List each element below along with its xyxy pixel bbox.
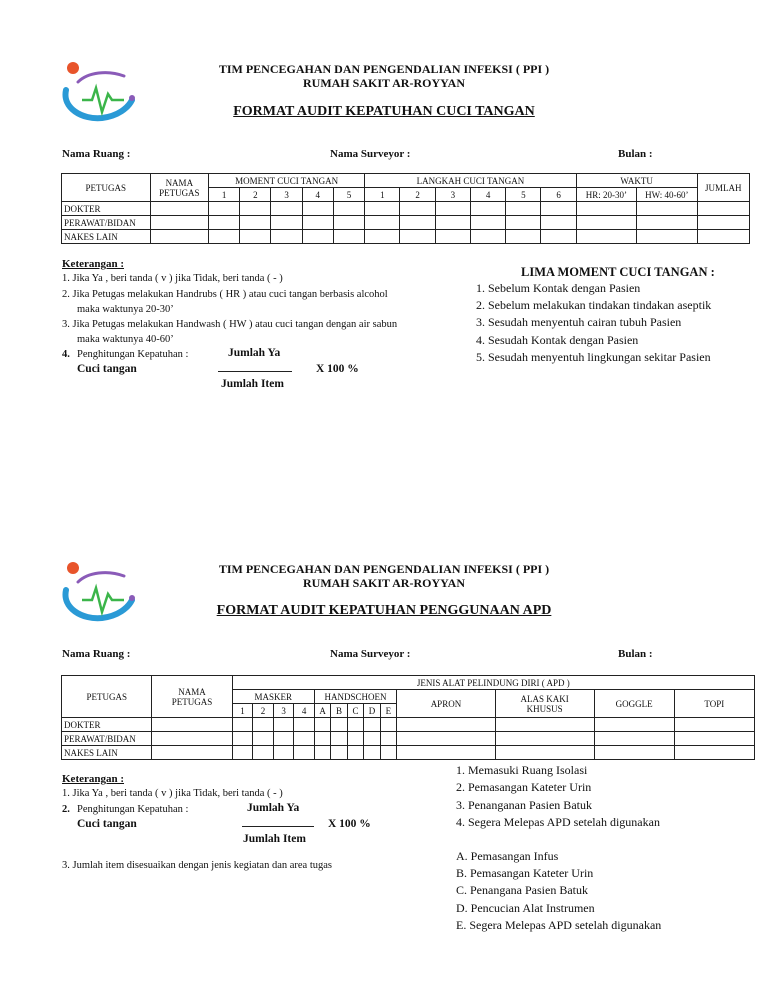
form-title: FORMAT AUDIT KEPATUHAN PENGGUNAAN APD bbox=[216, 603, 552, 618]
langkah-col: 6 bbox=[541, 188, 576, 202]
hand-col: B bbox=[331, 704, 347, 718]
langkah-col: 1 bbox=[365, 188, 400, 202]
list-item: B. Pemasangan Kateter Urin bbox=[456, 866, 594, 880]
row-label: DOKTER bbox=[62, 718, 152, 732]
keterangan-item: Penghitungan Kepatuhan : bbox=[77, 804, 189, 815]
list-item: A. Pemasangan Infus bbox=[456, 849, 559, 863]
header-line-2: RUMAH SAKIT AR-ROYYAN bbox=[302, 76, 466, 90]
nama-petugas-header: NAMA PETUGAS bbox=[150, 174, 208, 202]
masker-col: 4 bbox=[294, 704, 315, 718]
nama-petugas-header: NAMA PETUGAS bbox=[152, 676, 232, 718]
row-label: NAKES LAIN bbox=[62, 230, 151, 244]
header-line-1: TIM PENCEGAHAN DAN PENGENDALIAN INFEKSI ( PPI ) bbox=[218, 562, 550, 576]
formula-multiplier: X 100 % bbox=[328, 818, 371, 830]
moment-col: 1 bbox=[209, 188, 240, 202]
formula-denominator: Jumlah Item bbox=[221, 378, 284, 390]
moment-col: 5 bbox=[333, 188, 364, 202]
handschoen-header: HANDSCHOEN bbox=[314, 690, 396, 704]
list-item: 3. Penanganan Pasien Batuk bbox=[456, 798, 592, 812]
masker-header: MASKER bbox=[232, 690, 314, 704]
list-item: D. Pencucian Alat Instrumen bbox=[456, 901, 595, 915]
apd-header: JENIS ALAT PELINDUNG DIRI ( APD ) bbox=[232, 676, 754, 690]
nama-ruang-label: Nama Ruang : bbox=[62, 148, 131, 160]
topi-header: TOPI bbox=[674, 690, 754, 718]
fraction-line bbox=[218, 371, 292, 372]
header-line-1: TIM PENCEGAHAN DAN PENGENDALIAN INFEKSI ( PPI ) bbox=[218, 62, 550, 76]
hand-col: C bbox=[347, 704, 363, 718]
list-item: C. Penangana Pasien Batuk bbox=[456, 883, 588, 897]
keterangan-title: Keterangan : bbox=[62, 773, 125, 785]
langkah-col: 4 bbox=[470, 188, 505, 202]
hand-col: A bbox=[314, 704, 330, 718]
nama-ruang-label: Nama Ruang : bbox=[62, 648, 131, 660]
list-item: 4. Segera Melepas APD setelah digunakan bbox=[456, 815, 660, 829]
audit-table-apd bbox=[61, 675, 755, 760]
keterangan-item: 2. Jika Petugas melakukan Handrubs ( HR ) atau cuci tangan berbasis alcohol bbox=[62, 289, 388, 300]
list-item: 5. Sesudah menyentuh lingkungan sekitar Pasien bbox=[476, 350, 711, 364]
moment-col: 4 bbox=[302, 188, 333, 202]
audit-table-cuci-tangan bbox=[61, 173, 750, 244]
langkah-header: LANGKAH CUCI TANGAN bbox=[365, 174, 577, 188]
petugas-header: PETUGAS bbox=[62, 174, 151, 202]
formula-numerator: Jumlah Ya bbox=[228, 347, 281, 359]
table-row bbox=[62, 202, 750, 216]
table-row bbox=[62, 718, 755, 732]
keterangan-item: 1. Jika Ya , beri tanda ( v ) jika Tidak, beri tanda ( - ) bbox=[62, 273, 283, 284]
list-item: 1. Memasuki Ruang Isolasi bbox=[456, 763, 588, 777]
apron-header: APRON bbox=[397, 690, 496, 718]
hand-col: E bbox=[380, 704, 396, 718]
formula-denominator: Jumlah Item bbox=[243, 833, 306, 845]
alas-kaki-header: ALAS KAKI KHUSUS bbox=[495, 690, 594, 718]
form-title: FORMAT AUDIT KEPATUHAN CUCI TANGAN bbox=[233, 104, 535, 119]
moment-col: 2 bbox=[240, 188, 271, 202]
langkah-col: 3 bbox=[435, 188, 470, 202]
list-item: 2. Sebelum melakukan tindakan tindakan aseptik bbox=[476, 298, 712, 312]
moment-header: MOMENT CUCI TANGAN bbox=[209, 174, 365, 188]
bulan-label: Bulan : bbox=[618, 648, 653, 660]
header-line-2: RUMAH SAKIT AR-ROYYAN bbox=[302, 576, 466, 590]
waktu-header: WAKTU bbox=[576, 174, 697, 188]
list-item: 3. Sesudah menyentuh cairan tubuh Pasien bbox=[476, 315, 682, 329]
goggle-header: GOGGLE bbox=[594, 690, 674, 718]
table-row bbox=[62, 732, 755, 746]
bulan-label: Bulan : bbox=[618, 148, 653, 160]
keterangan-item: 3. Jika Petugas melakukan Handwash ( HW ) atau cuci tangan dengan air sabun bbox=[62, 319, 398, 330]
masker-col: 3 bbox=[273, 704, 294, 718]
keterangan-title: Keterangan : bbox=[62, 258, 125, 270]
hw-col: HW: 40-60’ bbox=[637, 188, 697, 202]
keterangan-item: 1. Jika Ya , beri tanda ( v ) jika Tidak, beri tanda ( - ) bbox=[62, 788, 283, 799]
row-label: DOKTER bbox=[62, 202, 151, 216]
row-label: NAKES LAIN bbox=[62, 746, 152, 760]
table-row bbox=[62, 746, 755, 760]
keterangan-item: Penghitungan Kepatuhan : bbox=[77, 349, 189, 360]
table-row bbox=[62, 230, 750, 244]
hand-col: D bbox=[364, 704, 380, 718]
row-label: PERAWAT/BIDAN bbox=[62, 216, 151, 230]
keterangan-item: maka waktunya 20-30’ bbox=[77, 304, 174, 315]
hr-col: HR: 20-30’ bbox=[576, 188, 636, 202]
table-row bbox=[62, 216, 750, 230]
masker-col: 1 bbox=[232, 704, 253, 718]
petugas-header: PETUGAS bbox=[62, 676, 152, 718]
list-item: 1. Sebelum Kontak dengan Pasien bbox=[476, 281, 641, 295]
row-label: PERAWAT/BIDAN bbox=[62, 732, 152, 746]
langkah-col: 2 bbox=[400, 188, 435, 202]
keterangan-num: 2. bbox=[62, 804, 70, 815]
formula-label: Cuci tangan bbox=[77, 818, 137, 830]
masker-col: 2 bbox=[253, 704, 274, 718]
list-item: 2. Pemasangan Kateter Urin bbox=[456, 780, 592, 794]
keterangan-item: maka waktunya 40-60’ bbox=[77, 334, 174, 345]
formula-numerator: Jumlah Ya bbox=[247, 802, 300, 814]
moment-col: 3 bbox=[271, 188, 302, 202]
lima-moment-title: LIMA MOMENT CUCI TANGAN : bbox=[521, 265, 715, 279]
keterangan-item: 3. Jumlah item disesuaikan dengan jenis kegiatan dan area tugas bbox=[62, 860, 333, 871]
keterangan-num: 4. bbox=[62, 349, 70, 360]
list-item: E. Segera Melepas APD setelah digunakan bbox=[456, 918, 662, 932]
nama-surveyor-label: Nama Surveyor : bbox=[330, 148, 411, 160]
formula-multiplier: X 100 % bbox=[316, 363, 359, 375]
jumlah-header: JUMLAH bbox=[697, 174, 749, 202]
formula-label: Cuci tangan bbox=[77, 363, 137, 375]
list-item: 4. Sesudah Kontak dengan Pasien bbox=[476, 333, 639, 347]
fraction-line bbox=[242, 826, 314, 827]
langkah-col: 5 bbox=[506, 188, 541, 202]
nama-surveyor-label: Nama Surveyor : bbox=[330, 648, 411, 660]
